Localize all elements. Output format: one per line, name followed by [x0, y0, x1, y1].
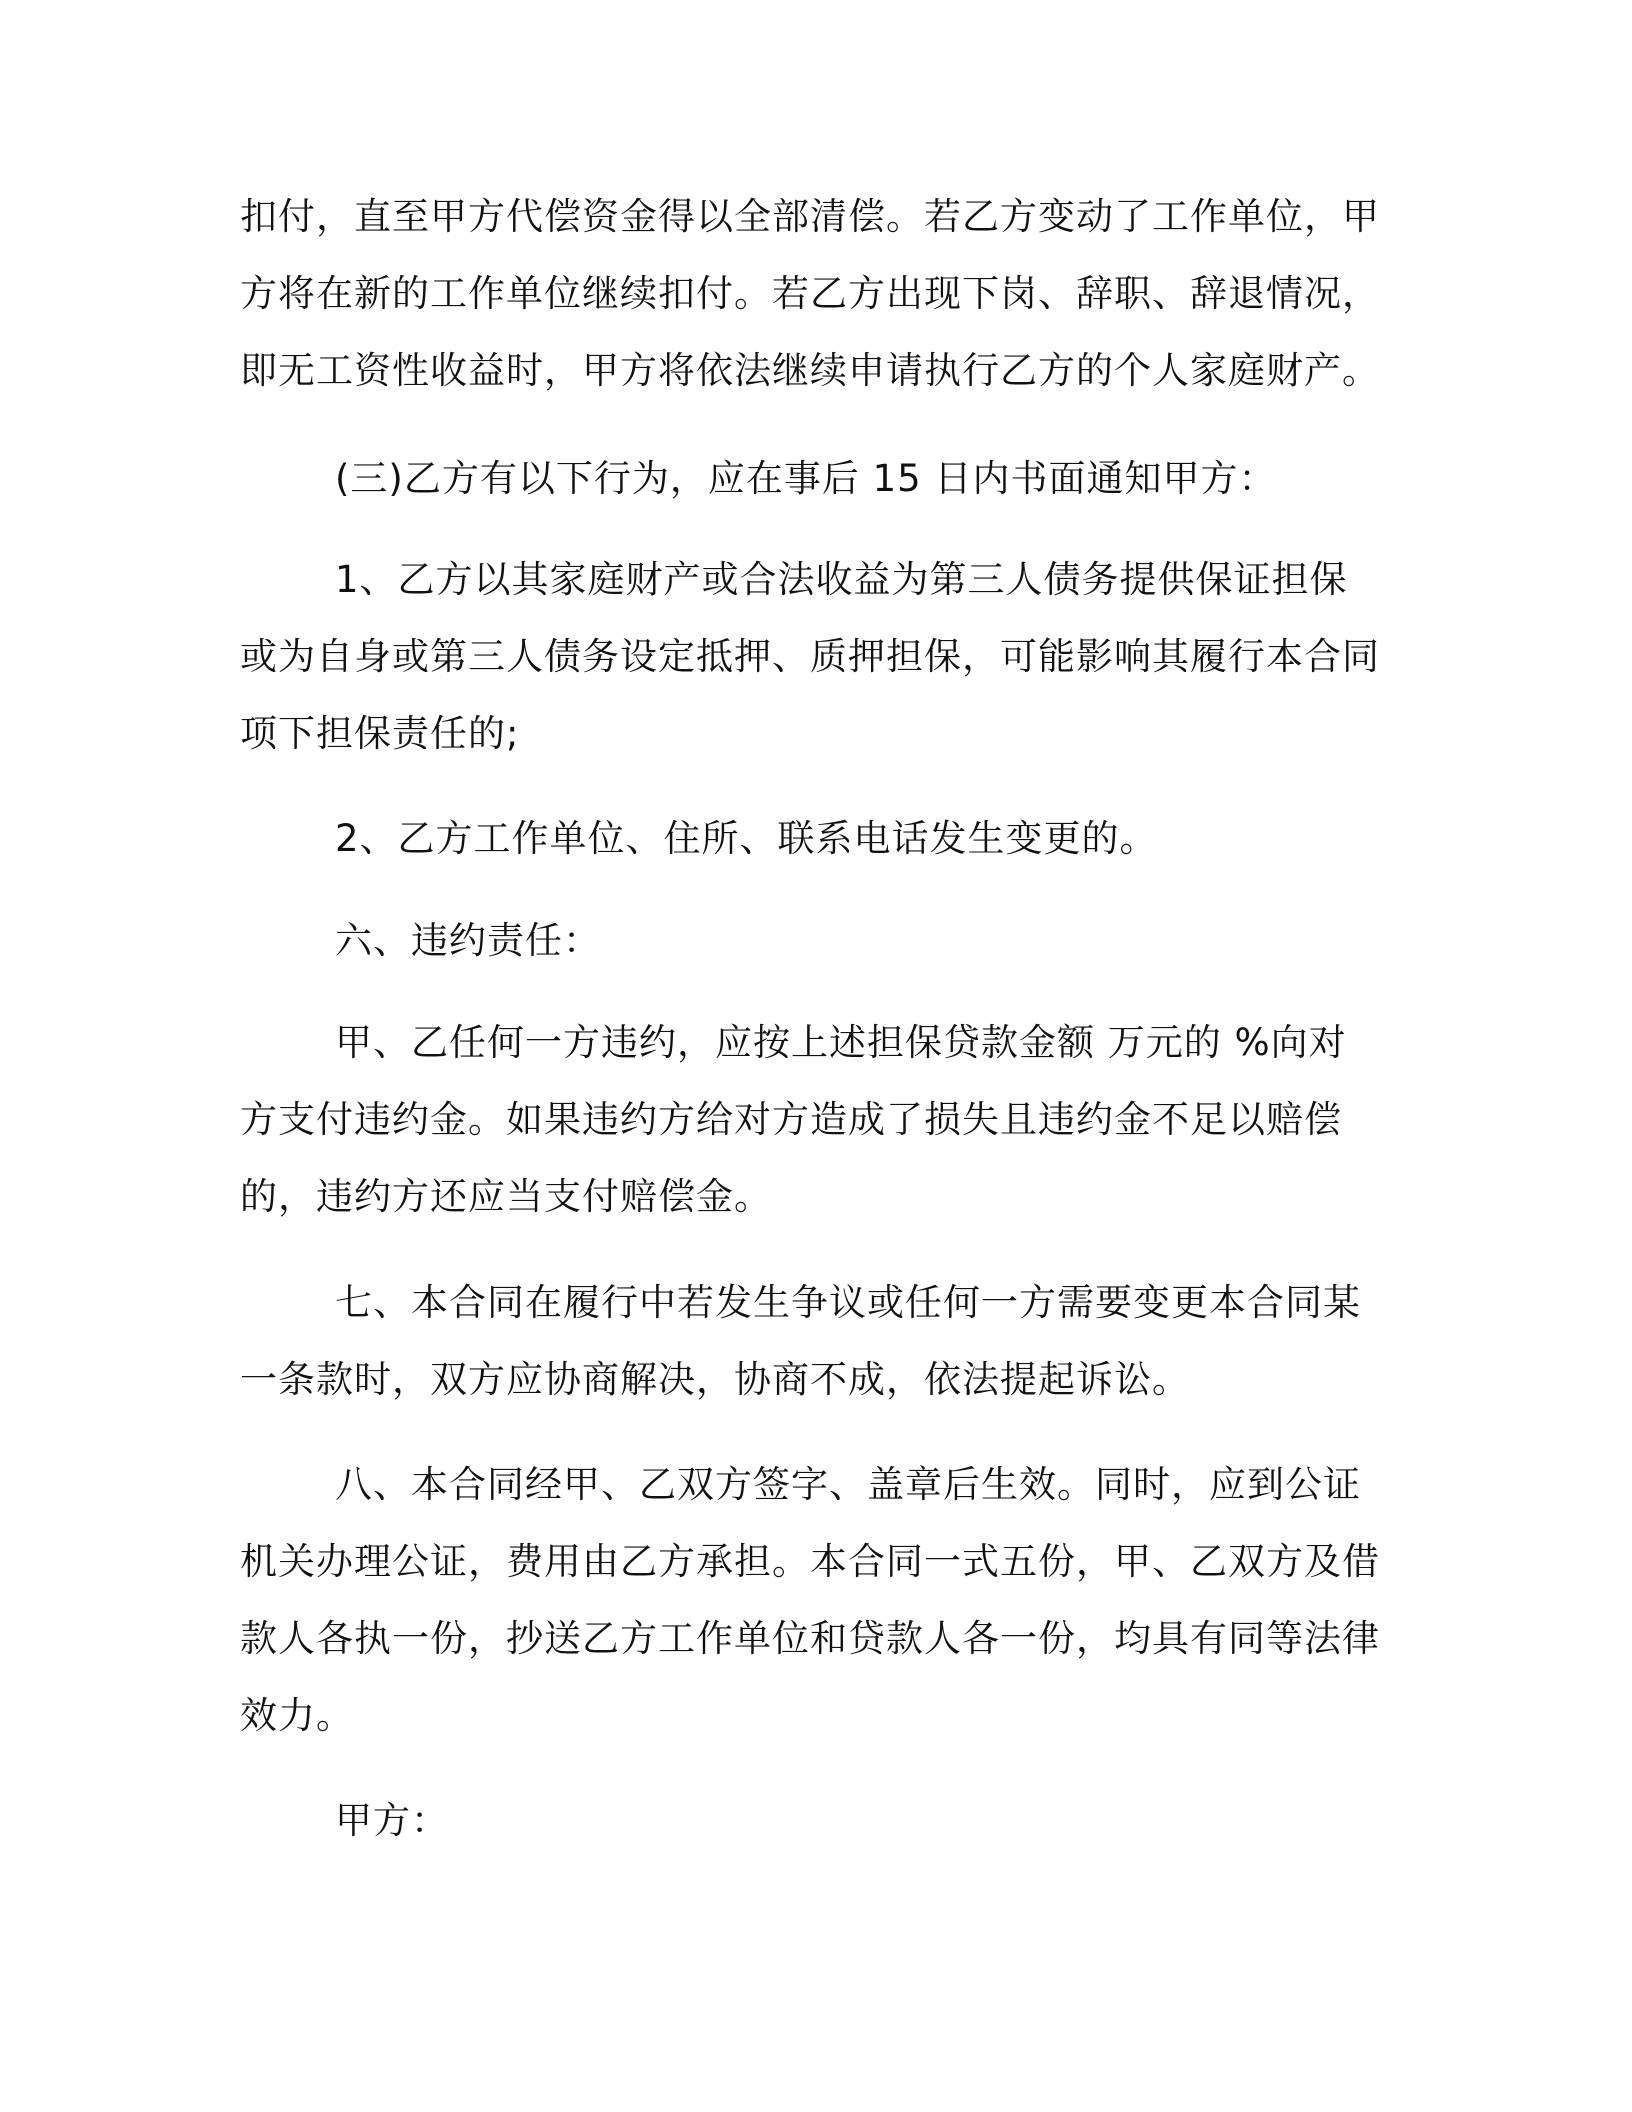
paragraph-notification-item-1: 1、乙方以其家庭财产或合法收益为第三人债务提供保证担保或为自身或第三人债务设定抵押、质押担保，可能影响其履行本合同项下担保责任的; — [240, 558, 1380, 755]
paragraph-effectiveness: 八、本合同经甲、乙双方签字、盖章后生效。同时，应到公证机关办理公证，费用由乙方承担。本合同一式五份，甲、乙双方及借款人各执一份，抄送乙方工作单位和贷款人各一份，均具有同等法律效力。 — [240, 1463, 1380, 1737]
paragraph-dispute-resolution: 七、本合同在履行中若发生争议或任何一方需要变更本合同某一条款时，双方应协商解决，协商不成，依法提起诉讼。 — [240, 1281, 1361, 1401]
paragraph-notification-heading: (三)乙方有以下行为，应在事后 15 日内书面通知甲方： — [335, 457, 1277, 500]
section-heading-liability: 六、违约责任： — [335, 919, 601, 962]
paragraph-notification-item-2: 2、乙方工作单位、住所、联系电话发生变更的。 — [335, 817, 1158, 860]
paragraph-deduction-continuation: 扣付，直至甲方代偿资金得以全部清偿。若乙方变动了工作单位，甲方将在新的工作单位继续扣付。若乙方出现下岗、辞职、辞退情况，即无工资性收益时，甲方将依法继续申请执行乙方的个人家庭财产。 — [240, 195, 1380, 392]
paragraph-breach-penalty: 甲、乙任何一方违约，应按上述担保贷款金额 万元的 %向对方支付违约金。如果违约方给对方造成了损失且违约金不足以赔偿的，违约方还应当支付赔偿金。 — [240, 1021, 1347, 1218]
signature-party-a-label: 甲方： — [335, 1799, 449, 1842]
